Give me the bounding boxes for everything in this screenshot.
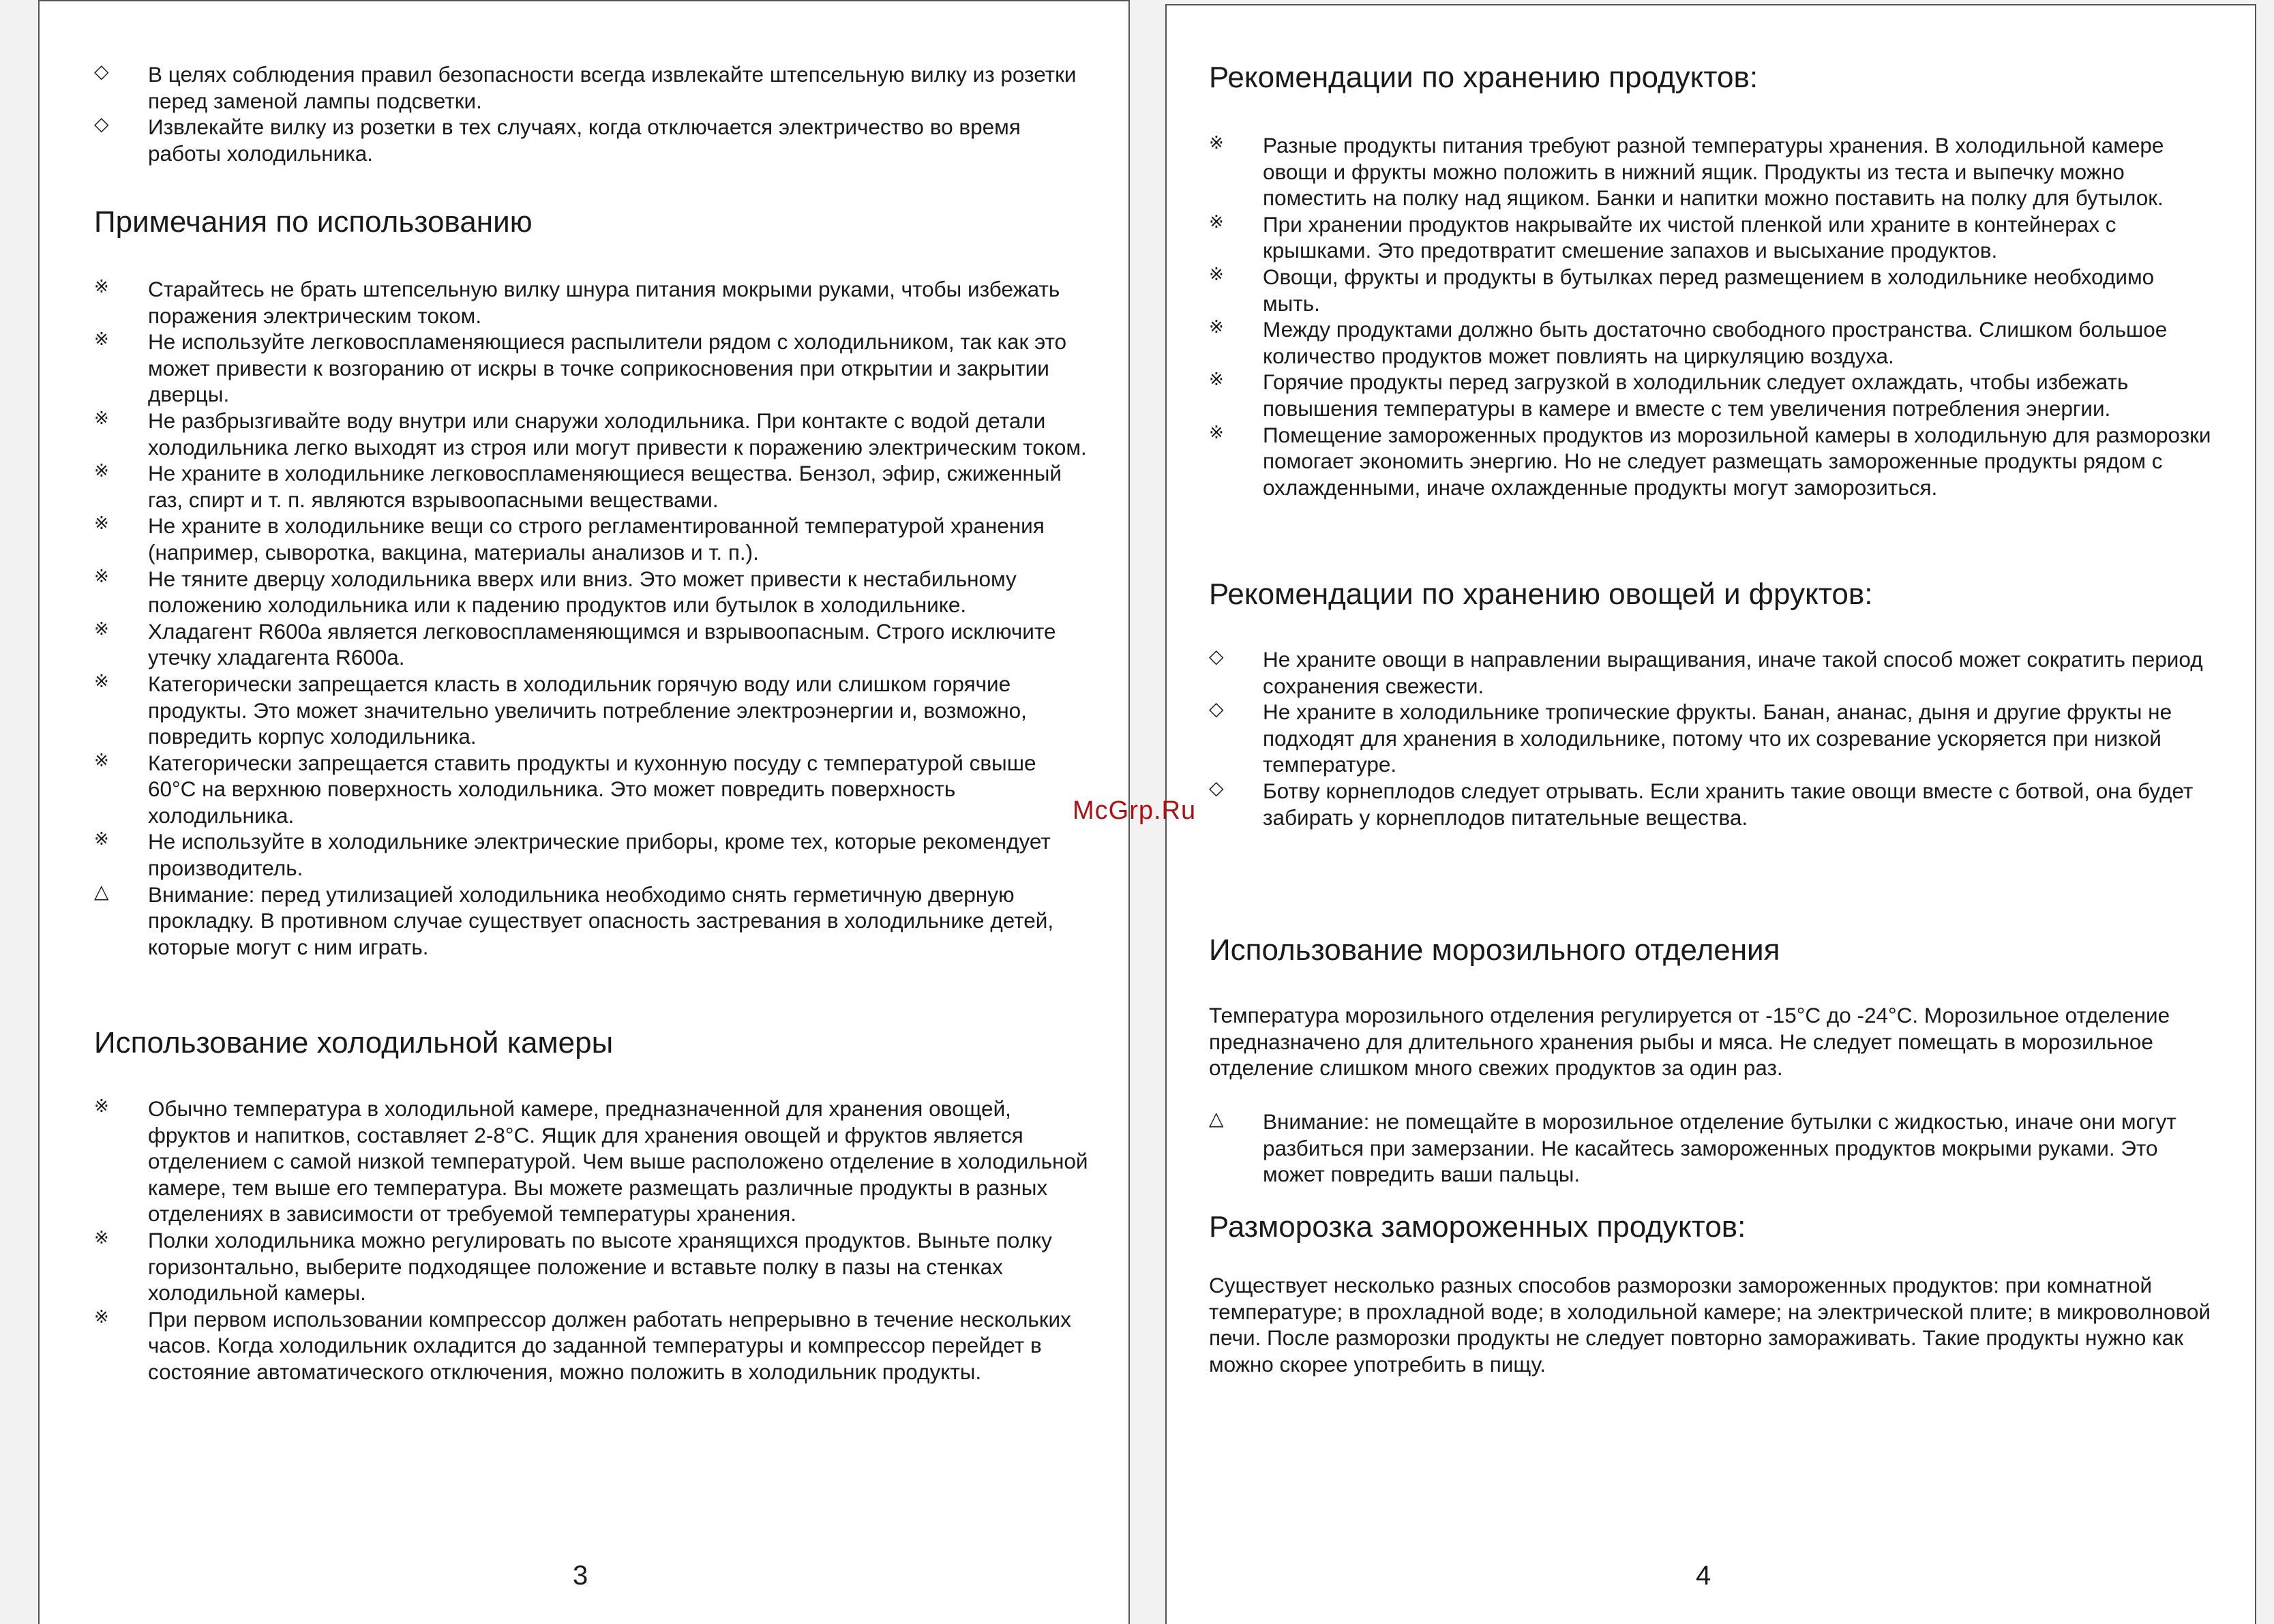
asterism-bullet-icon: ※ — [94, 749, 109, 770]
warning-triangle-icon: △ — [94, 880, 109, 902]
asterism-bullet-icon: ※ — [94, 618, 109, 639]
usage-list — [94, 276, 1090, 960]
diamond-bullet-icon: ◇ — [94, 61, 109, 82]
asterism-bullet-icon: ※ — [94, 670, 109, 691]
fridge-list — [94, 1096, 1090, 1385]
left-intro-list — [94, 61, 1090, 166]
asterism-bullet-icon: ※ — [1209, 421, 1224, 442]
asterism-bullet-icon: ※ — [94, 460, 109, 481]
list-item: △ Внимание: не помещайте в морозильное отделение бутылки с жидкостью, иначе они могут разбиться при замерзании. Не касайтесь замороженных продуктов мокрыми руками. Это может повредить ваши пальцы. — [1209, 1108, 2176, 1187]
page-number: 4 — [1696, 1561, 1711, 1591]
asterism-bullet-icon: ※ — [1209, 132, 1224, 153]
list-item: ※ Не разбрызгивайте воду внутри или снаружи холодильника. При контакте с водой детали холодильника легко выходят из строя или могут привести к поражению электрическим током. — [94, 407, 1087, 460]
asterism-bullet-icon: ※ — [94, 276, 109, 297]
page-right — [1165, 4, 2256, 1624]
list-item: ※ Не используйте в холодильнике электрические приборы, кроме тех, которые рекомендует производитель. — [94, 828, 1051, 881]
list-item: ※ Старайтесь не брать штепсельную вилку шнура питания мокрыми руками, чтобы избежать поражения электрическим током. — [94, 276, 1060, 328]
vegetables-list — [1209, 646, 2211, 830]
diamond-bullet-icon: ◇ — [1209, 698, 1224, 720]
asterism-bullet-icon: ※ — [1209, 316, 1224, 337]
diamond-bullet-icon: ◇ — [1209, 646, 1224, 667]
section-title-storage: Рекомендации по хранению продуктов: — [1209, 61, 1759, 94]
diamond-bullet-icon: ◇ — [1209, 777, 1224, 798]
freezer-list — [1209, 1109, 2211, 1188]
list-item: ◇ В целях соблюдения правил безопасности всегда извлекайте штепсельную вилку из розетки перед заменой лампы подсветки. — [94, 61, 1077, 113]
list-item: ※ Не храните в холодильнике вещи со строго регламентированной температурой хранения (например, сыворотка, вакцина, материалы анализов и т. п.). — [94, 513, 1045, 565]
list-item: ※ Горячие продукты перед загрузкой в холодильник следует охлаждать, чтобы избежать повышения температуры в камере и вместе с тем увеличения потребления энергии. — [1209, 369, 2129, 421]
list-item: ※ Овощи, фрукты и продукты в бутылках перед размещением в холодильнике необходимо мыть. — [1209, 263, 2155, 316]
diamond-bullet-icon: ◇ — [94, 113, 109, 135]
list-item: ※ Категорически запрещается ставить продукты и кухонную посуду с температурой свыше 60°C на верхнюю поверхность холодильника. Это может повредить поверхность холодильника. — [94, 749, 1036, 828]
warning-triangle-icon: △ — [1209, 1108, 1224, 1129]
asterism-bullet-icon: ※ — [94, 329, 109, 350]
page-left — [38, 0, 1130, 1624]
asterism-bullet-icon: ※ — [1209, 369, 1224, 390]
list-item: ※ Не тяните дверцу холодильника вверх или вниз. Это может привести к нестабильному положению холодильника или к падению продуктов или бутылок в холодильнике. — [94, 565, 1017, 618]
list-item: ※ Не используйте легковоспламеняющиеся распылители рядом с холодильником, так как это может привести к возгоранию от искры в точке соприкосновения при открытии и закрытии дверцы. — [94, 329, 1067, 407]
section-title-usage: Примечания по использованию — [94, 205, 533, 239]
asterism-bullet-icon: ※ — [94, 513, 109, 534]
list-item: ※ Разные продукты питания требуют разной температуры хранения. В холодильной камере овощи и фрукты можно положить в нижний ящик. Продукты из теста и выпечку можно поместить на полку над ящиком. Банки и напитки можно поставить на полку для бутылок. — [1209, 132, 2164, 211]
list-item: ◇ Ботву корнеплодов следует отрывать. Если хранить такие овощи вместе с ботвой, она будет забирать у корнеплодов питательные вещества. — [1209, 777, 2194, 830]
asterism-bullet-icon: ※ — [94, 1227, 109, 1248]
list-item: ※ Категорически запрещается класть в холодильник горячую воду или слишком горячие продукты. Это может значительно увеличить потребление электроэнергии и, возможно, повредить корпус холодильника. — [94, 670, 1027, 749]
asterism-bullet-icon: ※ — [94, 828, 109, 849]
list-item: ※ Между продуктами должно быть достаточно свободного пространства. Слишком большое количество продуктов может повлиять на циркуляцию воздуха. — [1209, 316, 2168, 368]
section-title-vegetables: Рекомендации по хранению овощей и фруктов: — [1209, 577, 1873, 611]
asterism-bullet-icon: ※ — [94, 407, 109, 428]
asterism-bullet-icon: ※ — [1209, 211, 1224, 232]
list-item: ※ При первом использовании компрессор должен работать непрерывно в течение нескольких часов. Когда холодильник охладится до заданной температуры и компрессор перейдет в состояние автоматического отключения, можно положить в холодильник продукты. — [94, 1306, 1071, 1384]
defrost-paragraph: Существует несколько разных способов разморозки замороженных продуктов: при комнатной температуре; в прохладной воде; в холодильной камере; на электрической плите; в микроволновой печи. После разморозки продукты не следует повторно замораживать. Такие продукты нужно как можно скорее употребить в пищу. — [1209, 1273, 2211, 1377]
list-item: ※ При хранении продуктов накрывайте их чистой пленкой или храните в контейнерах с крышками. Это предотвратит смешение запахов и высыхание продуктов. — [1209, 211, 2116, 263]
asterism-bullet-icon: ※ — [1209, 263, 1224, 284]
list-item: ※ Хладагент R600a является легковоспламеняющимся и взрывоопасным. Строго исключите утечку хладагента R600a. — [94, 618, 1056, 670]
list-item: ※ Помещение замороженных продуктов из морозильной камеры в холодильную для разморозки помогает экономить энергию. Но не следует размещать замороженные продукты рядом с охлажденными, иначе охлажденные продукты могут заморозиться. — [1209, 421, 2211, 500]
storage-list — [1209, 132, 2211, 500]
freezer-paragraph: Температура морозильного отделения регулируется от -15°C до -24°C. Морозильное отделение предназначено для длительного хранения рыбы и мяса. Не следует помещать в морозильное отделение слишком много свежих продуктов за один раз. — [1209, 1003, 2170, 1081]
page-number: 3 — [573, 1561, 588, 1591]
asterism-bullet-icon: ※ — [94, 1306, 109, 1327]
list-item: ※ Не храните в холодильнике легковоспламеняющиеся вещества. Бензол, эфир, сжиженный газ, спирт и т. п. являются взрывоопасными веществами. — [94, 460, 1062, 512]
list-item: ※ Полки холодильника можно регулировать по высоте хранящихся продуктов. Выньте полку горизонтально, выберите подходящее положение и вставьте полку в пазы на стенках холодильной камеры. — [94, 1227, 1052, 1306]
section-title-defrost: Разморозка замороженных продуктов: — [1209, 1210, 1746, 1244]
list-item: ◇ Не храните в холодильнике тропические фрукты. Банан, ананас, дыня и другие фрукты не подходят для хранения в холодильнике, потому что их созревание ускоряется при низкой температуре. — [1209, 698, 2172, 777]
list-item: ◇ Не храните овощи в направлении выращивания, иначе такой способ может сократить период сохранения свежести. — [1209, 646, 2203, 698]
section-title-freezer: Использование морозильного отделения — [1209, 933, 1780, 967]
list-item: ※ Обычно температура в холодильной камере, предназначенной для хранения овощей, фруктов и напитков, составляет 2-8°C. Ящик для хранения овощей и фруктов является отделением с самой низкой температурой. Чем выше расположено отделение в холодильной камере, тем выше его температура. Вы можете размещать различные продукты в разных отделениях в зависимости от требуемой температуры хранения. — [94, 1096, 1088, 1227]
asterism-bullet-icon: ※ — [94, 1096, 109, 1116]
watermark: McGrp.Ru — [1073, 796, 1197, 825]
section-title-fridge: Использование холодильной камеры — [94, 1026, 614, 1059]
list-item: ◇ Извлекайте вилку из розетки в тех случаях, когда отключается электричество во время работы холодильника. — [94, 113, 1021, 166]
list-item: △ Внимание: перед утилизацией холодильника необходимо снять герметичную дверную прокладку. В противном случае существует опасность застревания в холодильнике детей, которые могут с ним играть. — [94, 880, 1054, 959]
asterism-bullet-icon: ※ — [94, 565, 109, 586]
